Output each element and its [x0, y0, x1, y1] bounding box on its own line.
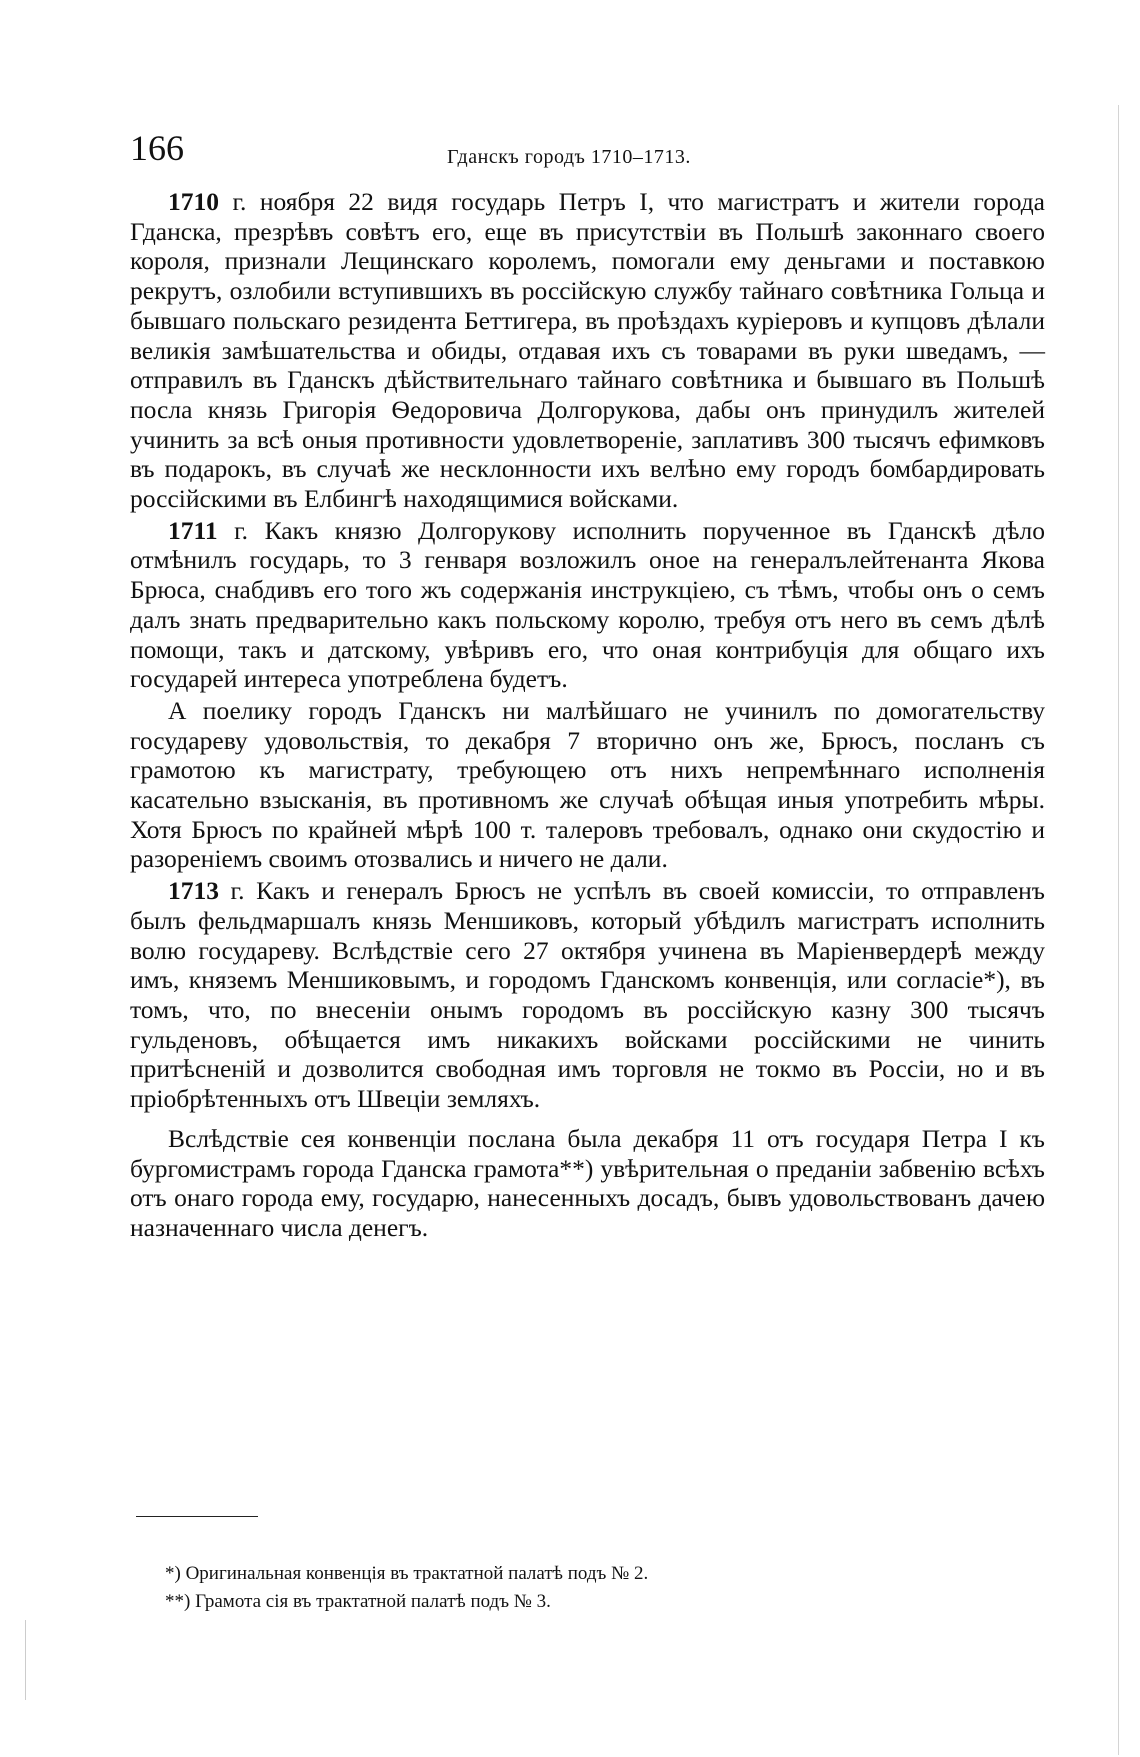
paragraph-text: г. Какъ князю Долгорукову исполнить порученное въ Гданскѣ дѣло отмѣнилъ государь, то 3 генваря возложилъ оное на генералълейтенанта Якова Брюса, снабдивъ его того жъ содержанія инструкціею, съ тѣмъ, чтобы онъ о семъ далъ знать предварительно какъ польскому королю, требуя отъ него въ семъ дѣлѣ помощи, такъ и датскому, увѣривъ его, что оная контрибуція для общаго ихъ государей интереса употреблена будетъ.: [130, 515, 1045, 694]
paragraph-text: А поелику городъ Гданскъ ни малѣйшаго не учинилъ по домогательству государеву удовольствія, то декабря 7 вторично онъ же, Брюсъ, посланъ съ грамотою къ магистрату, требующею отъ нихъ непремѣннаго исполненія касательно взысканія, въ противномъ же случаѣ обѣщая иныя употребить мѣры. Хотя Брюсъ по крайней мѣрѣ 100 т. талеровъ требовалъ, однако они скудостію и разореніемъ своимъ отозвались и ничего не дали.: [130, 695, 1045, 874]
paragraph-text: Вслѣдствіе сея конвенціи послана была декабря 11 отъ государя Петра I къ бургомистрамъ города Гданска грамота**) увѣрительная о преданіи забвенію всѣхъ отъ онаго города ему, государю, нанесенныхъ досадъ, бывъ удовольствованъ дачею назначеннаго числа денегъ.: [130, 1123, 1045, 1242]
running-head: Гданскъ городъ 1710–1713.: [447, 146, 691, 168]
footnote-divider: [136, 1516, 258, 1517]
paragraph-year: 1713: [168, 876, 219, 906]
paragraph-year: 1710: [168, 187, 219, 216]
footnotes: [165, 1560, 865, 1616]
scan-mark: [25, 1620, 26, 1700]
page-edge-line: [1118, 105, 1119, 1755]
paragraph-year: 1711: [168, 515, 218, 545]
footnote-1: *) Оригинальная конвенція въ трактатной палатѣ подъ № 2.: [165, 1563, 649, 1584]
paragraph-convention: [130, 1124, 1045, 1243]
paragraph-text: г. ноября 22 видя государь Петръ I, что магистратъ и жители города Гданска, презрѣвъ совѣтъ его, еще въ присутствіи въ Польшѣ законнаго своего короля, признали Лещинскаго королемъ, помогали ему деньгами и поставкою рекрутъ, озлобили вступившихъ въ россійскую службу тайнаго совѣтника Гольца и бывшаго польскаго резидента Беттигера, въ проѣздахъ куріеровъ и купцовъ дѣлали великія замѣшательства и обиды, отдавая ихъ съ товарами въ руки шведамъ, — отправилъ въ Гданскъ дѣйствительнаго тайнаго совѣтника и бывшаго въ Польшѣ посла князь Григорія Ѳедоровича Долгорукова, дабы онъ принудилъ жителей учинить за всѣ оныя противности удовлетвореніе, заплативъ 300 тысячъ ефимковъ въ подарокъ, въ случаѣ же несклонности ихъ велѣно ему городъ бомбардировать россійскими въ Елбингѣ находящимися войсками.: [130, 187, 1045, 514]
footnote-2: **) Грамота сія въ трактатной палатѣ подъ № 3.: [165, 1591, 551, 1612]
body-text: [130, 187, 1045, 1245]
paragraph-text: г. Какъ и генералъ Брюсъ не успѣлъ въ своей комиссіи, то отправленъ былъ фельдмаршалъ князь Меншиковъ, который убѣдилъ магистратъ исполнить волю государеву. Вслѣдствіе сего 27 октября учинена въ Маріенвердерѣ между имъ, княземъ Меншиковымъ, и городомъ Гданскомъ конвенція, или согласіе*), въ томъ, что, по внесеніи онымъ городомъ въ россійскую казну 300 тысячъ гульденовъ, обѣщается имъ никакихъ войсками россійскими не чинить притѣсненій и дозволится свободная имъ торговля не токмо въ Россіи, но и въ пріобрѣтенныхъ отъ Швеціи земляхъ.: [130, 876, 1045, 1114]
paragraph-gdansk-refusal: [130, 696, 1045, 874]
paragraph-1710: [130, 187, 1045, 514]
page-number: 166: [130, 128, 184, 168]
paragraph-1711: [130, 516, 1045, 694]
paragraph-1713: [130, 876, 1045, 1114]
